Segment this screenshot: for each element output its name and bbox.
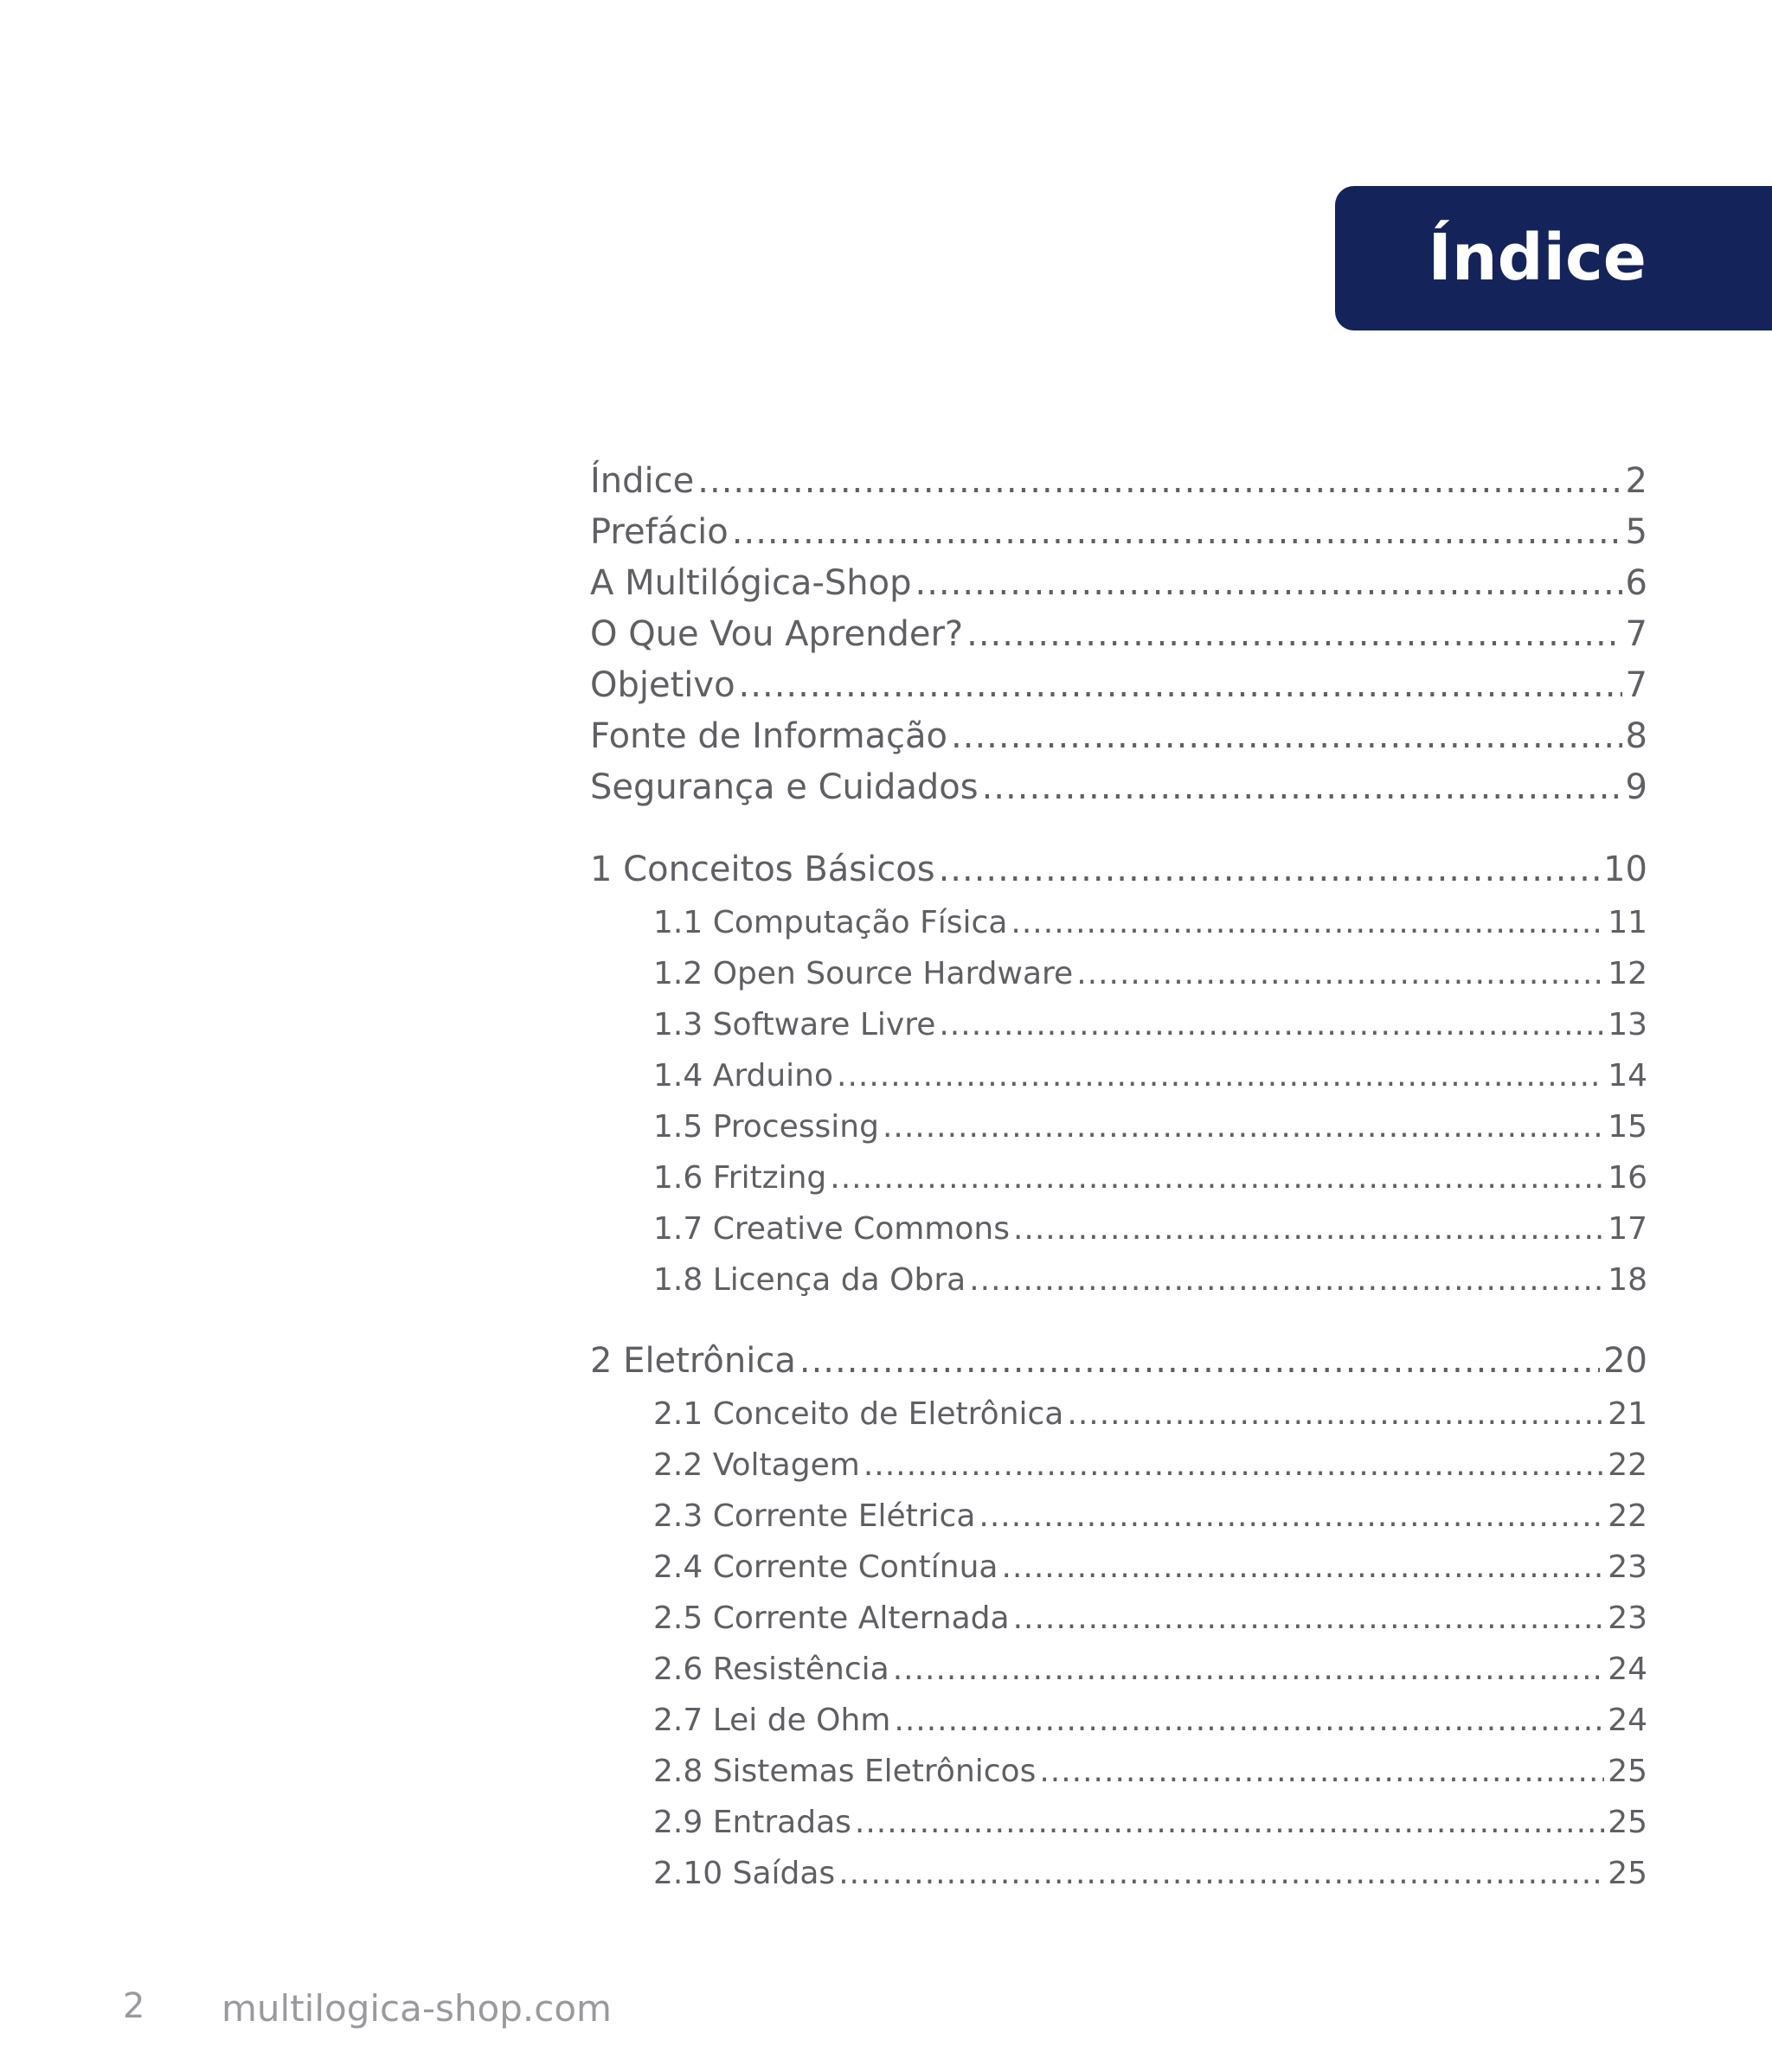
toc-entry-page: 25 (1608, 1856, 1647, 1891)
toc-entry-page: 22 (1608, 1498, 1647, 1534)
dot-leader (732, 510, 1622, 554)
toc-subentry[interactable] (653, 1650, 1647, 1690)
dot-leader (1002, 1548, 1605, 1588)
toc-entry[interactable] (590, 715, 1647, 758)
toc-entry-label: 1.7 Creative Commons (653, 1211, 1010, 1247)
toc-entry-label: Objetivo (590, 665, 735, 705)
toc-entry[interactable] (590, 766, 1647, 809)
toc-subentry[interactable] (653, 1548, 1647, 1588)
toc-entry-page: 16 (1608, 1160, 1647, 1196)
dot-leader (894, 1701, 1604, 1741)
toc-subentry[interactable] (653, 1107, 1647, 1147)
dot-leader (1039, 1752, 1604, 1792)
toc-subentry[interactable] (653, 1446, 1647, 1485)
toc-subentry[interactable] (653, 1261, 1647, 1300)
toc-chapter[interactable] (590, 848, 1647, 891)
toc-entry-page: 8 (1625, 716, 1647, 756)
toc-entry-label: 2 Eletrônica (590, 1341, 796, 1381)
toc-entry-page: 14 (1608, 1058, 1647, 1094)
toc-entry[interactable] (590, 459, 1647, 503)
toc-entry-page: 2 (1625, 461, 1647, 501)
toc-entry-page: 25 (1608, 1805, 1647, 1840)
dot-leader (939, 848, 1601, 891)
dot-leader (1013, 1599, 1605, 1639)
toc-subentry[interactable] (653, 1005, 1647, 1045)
toc-entry-label: 1.1 Computação Física (653, 905, 1008, 940)
toc-entry-label: 2.8 Sistemas Eletrônicos (653, 1754, 1037, 1789)
toc-entry-page: 23 (1608, 1601, 1647, 1636)
toc-entry-page: 21 (1608, 1396, 1647, 1432)
toc-entry-label: 2.6 Resistência (653, 1652, 889, 1687)
toc-entry-page: 7 (1625, 614, 1647, 654)
toc-entry-page: 7 (1625, 665, 1647, 705)
toc-entry-label: O Que Vou Aprender? (590, 614, 964, 654)
dot-leader (939, 1005, 1604, 1045)
dot-leader (883, 1107, 1604, 1147)
toc-entry-page: 20 (1603, 1341, 1647, 1381)
toc-entry-label: 1.3 Software Livre (653, 1007, 936, 1042)
toc-entry-label: 2.5 Corrente Alternada (653, 1601, 1010, 1636)
dot-leader (966, 613, 1621, 656)
toc-entry-label: 2.1 Conceito de Eletrônica (653, 1396, 1064, 1432)
toc-entry-label: Prefácio (590, 512, 729, 552)
toc-entry-label: A Multilógica-Shop (590, 563, 912, 603)
toc-entry-label: 1.5 Processing (653, 1109, 879, 1145)
dot-leader (982, 766, 1622, 809)
toc-entry-label: Índice (590, 461, 695, 501)
toc-subentry[interactable] (653, 954, 1647, 994)
toc-subentry[interactable] (653, 1701, 1647, 1741)
footer-page-number: 2 (123, 1986, 145, 2026)
toc-entry[interactable] (590, 510, 1647, 554)
toc-entry-page: 10 (1603, 850, 1647, 889)
toc-entry-label: 1.4 Arduino (653, 1058, 834, 1094)
toc-subentry[interactable] (653, 1209, 1647, 1249)
dot-leader (1011, 903, 1604, 943)
toc-subentry[interactable] (653, 1056, 1647, 1096)
toc-entry-page: 12 (1608, 956, 1647, 991)
toc-entry-page: 5 (1625, 512, 1647, 552)
toc-entry-page: 24 (1608, 1703, 1647, 1738)
toc-entry-page: 6 (1625, 563, 1647, 603)
toc-entry-page: 24 (1608, 1652, 1647, 1687)
toc-subentry[interactable] (653, 1599, 1647, 1639)
toc-entry-label: 1.6 Fritzing (653, 1160, 827, 1196)
toc-entry-label: 1 Conceitos Básicos (590, 850, 935, 889)
dot-leader (837, 1056, 1604, 1096)
toc-entry-label: 2.7 Lei de Ohm (653, 1703, 891, 1738)
dot-leader (739, 664, 1622, 707)
dot-leader (969, 1261, 1604, 1300)
toc-entry-page: 23 (1608, 1549, 1647, 1585)
dot-leader (1076, 954, 1604, 994)
page-title: Índice (1428, 221, 1647, 295)
toc-entry-page: 18 (1608, 1262, 1647, 1298)
dot-leader (838, 1854, 1604, 1894)
toc-subentry[interactable] (653, 1803, 1647, 1843)
toc-entry-label: 2.10 Saídas (653, 1856, 836, 1891)
dot-leader (830, 1158, 1604, 1198)
toc-entry-page: 22 (1608, 1447, 1647, 1483)
toc-entry-label: 1.8 Licença da Obra (653, 1262, 966, 1298)
toc-entry-page: 11 (1608, 905, 1647, 940)
toc-subentry[interactable] (653, 1854, 1647, 1894)
toc-entry[interactable] (590, 561, 1647, 605)
dot-leader (951, 715, 1622, 758)
dot-leader (1013, 1209, 1604, 1249)
toc-entry-page: 15 (1608, 1109, 1647, 1145)
title-tab (1335, 186, 1772, 330)
toc-entry-label: 2.9 Entradas (653, 1805, 851, 1840)
dot-leader (855, 1803, 1604, 1843)
dot-leader (697, 459, 1621, 503)
toc-entry-label: 1.2 Open Source Hardware (653, 956, 1074, 991)
toc-entry[interactable] (590, 613, 1647, 656)
dot-leader (979, 1497, 1604, 1536)
toc-entry-label: Fonte de Informação (590, 716, 948, 756)
toc-entry-page: 25 (1608, 1754, 1647, 1789)
toc-subentry[interactable] (653, 903, 1647, 943)
dot-leader (893, 1650, 1604, 1690)
dot-leader (864, 1446, 1604, 1485)
toc-subentry[interactable] (653, 1158, 1647, 1198)
toc-entry-page: 9 (1625, 767, 1647, 807)
toc-subentry[interactable] (653, 1752, 1647, 1792)
dot-leader (915, 561, 1621, 605)
toc-entry-label: Segurança e Cuidados (590, 767, 979, 807)
toc-entry-label: 2.4 Corrente Contínua (653, 1549, 998, 1585)
toc-entry-page: 17 (1608, 1211, 1647, 1247)
toc-entry-label: 2.2 Voltagem (653, 1447, 860, 1483)
dot-leader (799, 1339, 1600, 1382)
toc-entry-page: 13 (1608, 1007, 1647, 1042)
footer-website: multilogica-shop.com (222, 1987, 612, 2030)
toc-entry[interactable] (590, 664, 1647, 707)
toc-chapter[interactable] (590, 1339, 1647, 1382)
toc-subentry[interactable] (653, 1395, 1647, 1434)
toc-entry-label: 2.3 Corrente Elétrica (653, 1498, 976, 1534)
dot-leader (1067, 1395, 1604, 1434)
toc-subentry[interactable] (653, 1497, 1647, 1536)
